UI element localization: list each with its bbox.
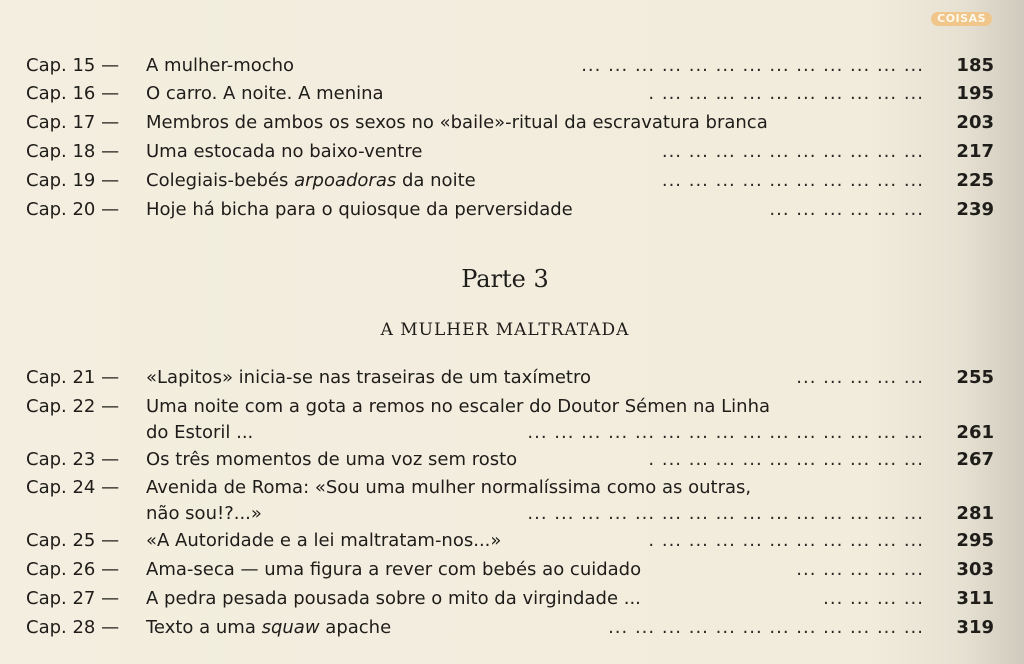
page-number: 261 bbox=[956, 422, 994, 443]
page-number: 185 bbox=[956, 55, 994, 76]
page-number: 267 bbox=[956, 449, 994, 470]
title-part-a: Texto a uma bbox=[146, 617, 262, 638]
chapter-title: Uma estocada no baixo-ventre bbox=[146, 141, 423, 162]
leader-dots: ... ... ... ... ... ... ... ... ... ... ... ... bbox=[608, 617, 924, 638]
chapter-number: Cap. 24 — bbox=[26, 477, 120, 498]
chapter-number: Cap. 26 — bbox=[26, 559, 120, 580]
leader-dots: ... ... ... ... ... ... ... ... ... ... ... ... ... bbox=[581, 55, 924, 76]
leader-dots: ... ... ... ... ... ... ... ... ... ... ... ... ... ... ... bbox=[527, 503, 924, 524]
page-number: 225 bbox=[956, 170, 994, 191]
part-heading: Parte 3 bbox=[461, 265, 549, 293]
chapter-number: Cap. 27 — bbox=[26, 588, 120, 609]
chapter-number: Cap. 15 — bbox=[26, 55, 120, 76]
chapter-number: Cap. 17 — bbox=[26, 112, 120, 133]
page-number: 203 bbox=[956, 112, 994, 133]
chapter-number: Cap. 25 — bbox=[26, 530, 120, 551]
chapter-number: Cap. 20 — bbox=[26, 199, 120, 220]
title-part-c: apache bbox=[319, 617, 392, 638]
chapter-number: Cap. 19 — bbox=[26, 170, 120, 191]
section-heading: A MULHER MALTRATADA bbox=[380, 320, 630, 340]
leader-dots: ... ... ... ... ... ... ... ... ... ... bbox=[661, 141, 924, 162]
page-number: 281 bbox=[956, 503, 994, 524]
page-number: 255 bbox=[956, 367, 994, 388]
chapter-title: «A Autoridade e a lei maltratam-nos...» bbox=[146, 530, 502, 551]
chapter-title: O carro. A noite. A menina bbox=[146, 83, 384, 104]
chapter-title: Avenida de Roma: «Sou uma mulher normalíssima como as outras, bbox=[146, 477, 752, 498]
page-number: 303 bbox=[956, 559, 994, 580]
chapter-title: A pedra pesada pousada sobre o mito da virgindade ... bbox=[146, 588, 641, 609]
leader-dots: ... ... ... ... ... bbox=[796, 559, 924, 580]
toc-entry-cap-22 bbox=[26, 393, 994, 447]
title-italic: arpoadoras bbox=[294, 170, 397, 191]
leader-dots: ... ... ... ... bbox=[823, 588, 924, 609]
page-number: 319 bbox=[956, 617, 994, 638]
chapter-number: Cap. 28 — bbox=[26, 617, 120, 638]
page-number: 217 bbox=[956, 141, 994, 162]
leader-dots: . ... ... ... ... ... ... ... ... ... ... bbox=[648, 449, 924, 470]
leader-dots: ... ... ... ... ... ... bbox=[769, 199, 924, 220]
chapter-title-continued: não sou!?...» bbox=[146, 503, 262, 524]
chapter-number: Cap. 18 — bbox=[26, 141, 120, 162]
page-number: 311 bbox=[956, 588, 994, 609]
chapter-title-continued: do Estoril ... bbox=[146, 422, 254, 443]
chapter-title: Os três momentos de uma voz sem rosto bbox=[146, 449, 518, 470]
title-italic: squaw bbox=[261, 617, 320, 638]
page-number: 295 bbox=[956, 530, 994, 551]
chapter-title bbox=[146, 614, 391, 642]
chapter-number: Cap. 16 — bbox=[26, 83, 120, 104]
chapter-title bbox=[146, 167, 476, 195]
chapter-title: Ama-seca — uma figura a rever com bebés ao cuidado bbox=[146, 559, 642, 580]
title-part-c: da noite bbox=[396, 170, 476, 191]
leader-dots: . ... ... ... ... ... ... ... ... ... ... bbox=[648, 530, 924, 551]
toc-entry-cap-24 bbox=[26, 474, 994, 528]
leader-dots: . ... ... ... ... ... ... ... ... ... ... bbox=[648, 83, 924, 104]
chapter-number: Cap. 23 — bbox=[26, 449, 120, 470]
leader-dots: ... ... ... ... ... ... ... ... ... ... ... ... ... ... ... bbox=[527, 422, 924, 443]
chapter-title: Membros de ambos os sexos no «baile»-ritual da escravatura branca bbox=[146, 112, 768, 133]
chapter-title: «Lapitos» inicia-se nas traseiras de um taxímetro bbox=[146, 367, 592, 388]
chapter-title: A mulher-mocho bbox=[146, 55, 295, 76]
watermark-logo: COISAS bbox=[931, 12, 992, 26]
chapter-number: Cap. 22 — bbox=[26, 396, 120, 417]
title-part-a: Colegiais-bebés bbox=[146, 170, 295, 191]
page-number: 239 bbox=[956, 199, 994, 220]
page-number: 195 bbox=[956, 83, 994, 104]
leader-dots: ... ... ... ... ... bbox=[796, 367, 924, 388]
chapter-number: Cap. 21 — bbox=[26, 367, 120, 388]
chapter-title: Uma noite com a gota a remos no escaler do Doutor Sémen na Linha bbox=[146, 396, 771, 417]
chapter-title: Hoje há bicha para o quiosque da perversidade bbox=[146, 199, 573, 220]
leader-dots: ... ... ... ... ... ... ... ... ... ... bbox=[661, 170, 924, 191]
